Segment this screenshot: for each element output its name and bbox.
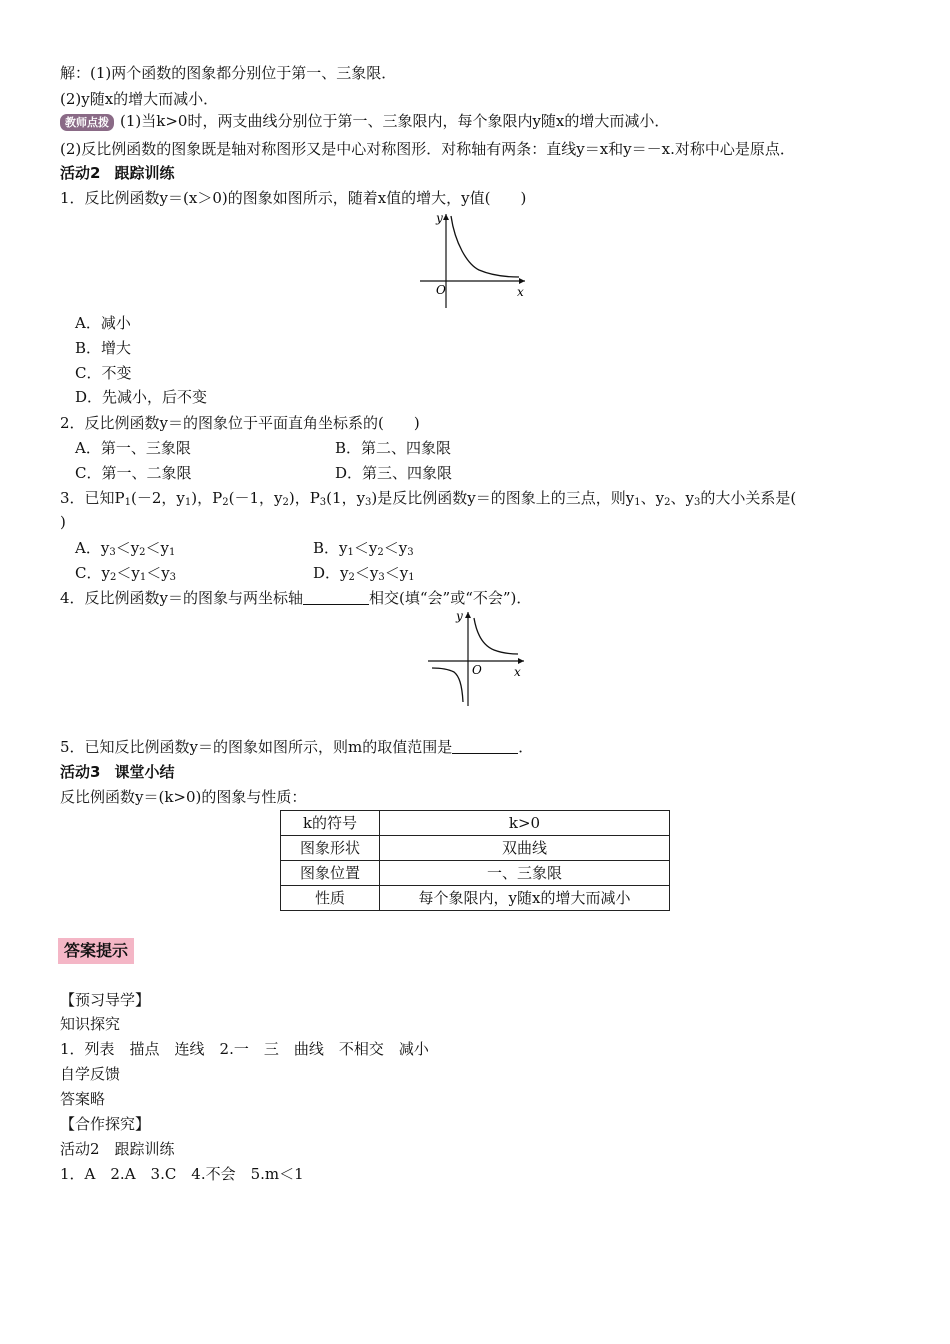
q4-graph xyxy=(420,606,530,710)
solution-line-1: 解：(1)两个函数的图象都分别位于第一、三象限． xyxy=(60,64,397,82)
q1-option-a: A．减小 xyxy=(75,314,131,332)
q3-text: 、y xyxy=(640,489,665,507)
q3-text: (1，y xyxy=(326,489,366,507)
teacher-tip-line-1 xyxy=(60,111,669,131)
q4-x-arrow xyxy=(518,658,524,664)
q4-answer-blank[interactable] xyxy=(303,590,369,605)
q4-hyperbola-q1 xyxy=(474,618,518,654)
q2-option-d: D．第三、四象限 xyxy=(335,464,453,482)
teacher-tip-badge: 教师点拨 xyxy=(60,114,114,131)
activity2-answers: 1．A 2.A 3.C 4.不会 5.m＜1 xyxy=(60,1165,304,1183)
activity3-title: 活动3 xyxy=(60,763,101,781)
table-cell: 图象位置 xyxy=(281,861,380,886)
q3-sub: 3 xyxy=(693,497,701,508)
q3-option-b xyxy=(313,538,414,563)
q4-y-arrow xyxy=(465,612,471,618)
q3-sub: 2 xyxy=(664,497,671,508)
opt-sub: 3 xyxy=(378,572,385,583)
q4-hyperbola-q3 xyxy=(432,668,463,702)
q1-y-label: y xyxy=(436,211,443,225)
table-row xyxy=(281,861,670,886)
opt-text: ＜y xyxy=(354,564,379,582)
opt-sub: 2 xyxy=(348,572,355,583)
opt-text: ＜y xyxy=(145,539,170,557)
table-cell: 每个象限内，y随x的增大而减小 xyxy=(380,886,670,911)
activity2-heading xyxy=(60,163,174,183)
q4-y-label: y xyxy=(456,609,463,623)
q3-sub: 1 xyxy=(634,497,641,508)
knowledge-answers: 1．列表 描点 连线 2.一 三 曲线 不相交 减小 xyxy=(60,1040,429,1058)
activity2-answers-label: 活动2 跟踪训练 xyxy=(60,1140,175,1158)
q3-option-d xyxy=(313,563,415,588)
q1-x-arrow xyxy=(519,278,525,284)
activity3-subtitle: 课堂小结 xyxy=(114,763,175,781)
summary-table xyxy=(280,810,670,911)
teacher-tip-text-1: (1)当k>0时，两支曲线分别位于第一、三象限内，每个象限内y随x的增大而减小． xyxy=(120,112,670,130)
answer-hints-tag: 答案提示 xyxy=(58,938,134,964)
opt-sub: 3 xyxy=(109,547,116,558)
opt-sub: 1 xyxy=(169,547,176,558)
teacher-tip-line-2: (2)反比例函数的图象既是轴对称图形又是中心对称图形．对称轴有两条：直线y＝x和y＝－x.对称中心是原点． xyxy=(60,140,795,158)
self-feedback-label: 自学反馈 xyxy=(60,1065,121,1083)
preview-header: 【预习导学】 xyxy=(60,991,151,1009)
q3-sub: 3 xyxy=(365,497,372,508)
opt-text: ＜y xyxy=(146,564,170,582)
opt-text: ＜y xyxy=(384,564,409,582)
q4-origin-label: O xyxy=(472,663,482,677)
q3-text: 、y xyxy=(670,489,694,507)
opt-text: A．y xyxy=(75,539,110,557)
table-row xyxy=(281,811,670,836)
q3-sub: 2 xyxy=(222,497,229,508)
q3-sub: 2 xyxy=(282,497,289,508)
opt-text: ＜y xyxy=(115,539,140,557)
q1-hyperbola xyxy=(451,216,519,277)
q1-graph xyxy=(415,208,530,312)
q1-x-label: x xyxy=(517,285,524,299)
opt-text: D．y xyxy=(313,564,349,582)
q1-stem: 1．反比例函数y＝(x＞0)的图象如图所示，随着x值的增大，y值( ) xyxy=(60,189,527,207)
activity3-intro: 反比例函数y＝(k>0)的图象与性质： xyxy=(60,788,307,806)
q1-y-arrow xyxy=(443,214,449,220)
table-row xyxy=(281,836,670,861)
activity3-heading xyxy=(60,762,174,782)
opt-sub: 1 xyxy=(408,572,415,583)
q2-stem: 2．反比例函数y＝的图象位于平面直角坐标系的( ) xyxy=(60,414,420,432)
opt-sub: 2 xyxy=(377,547,384,558)
q2-option-b: B．第二、四象限 xyxy=(335,439,452,457)
opt-sub: 3 xyxy=(169,572,177,583)
opt-sub: 2 xyxy=(139,547,146,558)
opt-text: B．y xyxy=(313,539,348,557)
q3-stem-line2: ) xyxy=(60,513,66,531)
q4-text: 相交(填“会”或“不会”)． xyxy=(369,589,532,607)
q1-option-c: C．不变 xyxy=(75,364,132,382)
q3-sub: 3 xyxy=(319,497,327,508)
q4-stem xyxy=(60,588,531,608)
q3-text: 的大小关系是( xyxy=(700,489,797,507)
q5-answer-blank[interactable] xyxy=(452,739,518,754)
q5-text: 5．已知反比例函数y＝的图象如图所示，则m的取值范围是 xyxy=(60,738,453,756)
opt-text: ＜y xyxy=(383,539,408,557)
table-row xyxy=(281,886,670,911)
table-cell: 双曲线 xyxy=(380,836,670,861)
table-cell: 一、三象限 xyxy=(380,861,670,886)
activity2-title: 活动2 xyxy=(60,164,101,182)
q3-option-a xyxy=(75,538,175,563)
q3-text: )，P xyxy=(288,489,320,507)
q5-text: ． xyxy=(518,738,534,756)
q2-option-a: A．第一、三象限 xyxy=(75,439,191,457)
q3-sub: 1 xyxy=(184,497,192,508)
opt-sub: 3 xyxy=(407,547,414,558)
q2-option-c: C．第一、二象限 xyxy=(75,464,192,482)
opt-text: ＜y xyxy=(353,539,378,557)
opt-text: ＜y xyxy=(116,564,140,582)
q3-stem xyxy=(60,488,796,513)
coop-header: 【合作探究】 xyxy=(60,1115,151,1133)
q3-text: (－1，y xyxy=(228,489,283,507)
q3-text: 3．已知P xyxy=(60,489,125,507)
opt-sub: 1 xyxy=(139,572,147,583)
q5-stem xyxy=(60,737,533,757)
opt-text: C．y xyxy=(75,564,110,582)
q3-option-c xyxy=(75,563,176,588)
q1-option-d: D．先减小，后不变 xyxy=(75,388,208,406)
activity2-subtitle: 跟踪训练 xyxy=(114,164,175,182)
q4-x-label: x xyxy=(514,665,521,679)
q3-text: )是反比例函数y＝的图象上的三点，则y xyxy=(371,489,635,507)
q1-origin-label: O xyxy=(436,283,446,297)
opt-sub: 2 xyxy=(109,572,117,583)
table-cell: 图象形状 xyxy=(281,836,380,861)
q4-text: 4．反比例函数y＝的图象与两坐标轴 xyxy=(60,589,304,607)
opt-sub: 1 xyxy=(347,547,354,558)
knowledge-label: 知识探究 xyxy=(60,1015,121,1033)
table-cell: 性质 xyxy=(281,886,380,911)
table-cell: k的符号 xyxy=(281,811,380,836)
table-cell: k>0 xyxy=(380,811,670,836)
q3-sub: 1 xyxy=(124,497,132,508)
solution-line-2: (2)y随x的增大而减小． xyxy=(60,90,219,108)
q1-option-b: B．增大 xyxy=(75,339,132,357)
q3-text: (－2，y xyxy=(131,489,185,507)
q3-text: )，P xyxy=(191,489,223,507)
self-feedback-answer: 答案略 xyxy=(60,1090,106,1108)
